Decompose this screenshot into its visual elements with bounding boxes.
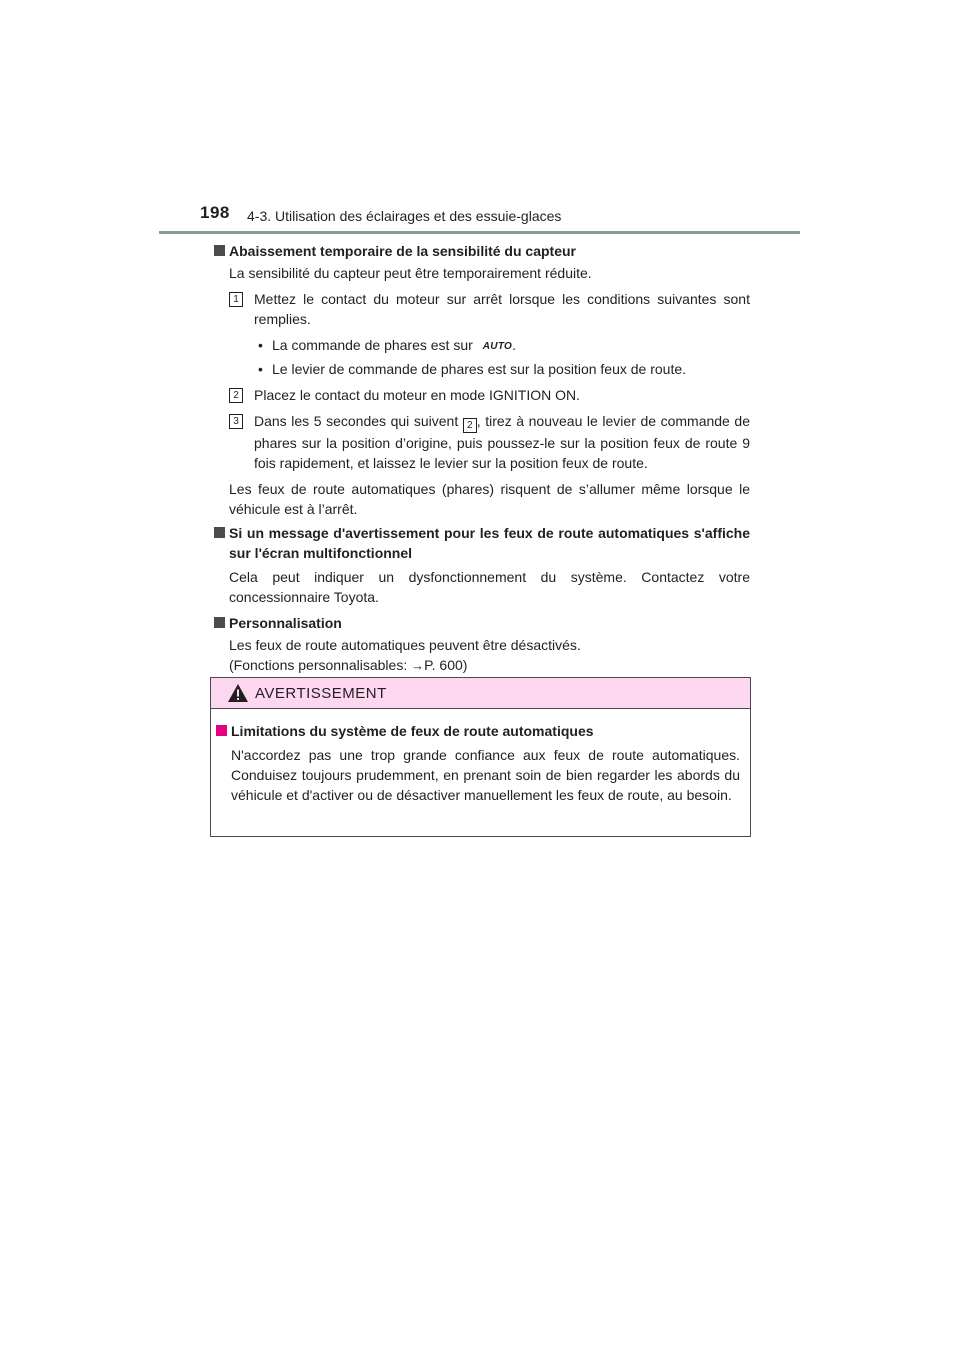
- header-rule: [159, 231, 800, 234]
- warning-box: [210, 677, 751, 837]
- warning-triangle-icon: [228, 684, 248, 702]
- arrow-right-icon: →: [411, 658, 425, 673]
- warning-text: N'accordez pas une trop grande confiance aux feux de route automatiques. Conduisez toujours prudemment, en prenant soin de bien regarder les abords du véhicule et d'activer ou de désactiver manuellement les feux de route, au besoin.: [231, 747, 740, 803]
- bullet-dot-icon: •: [258, 337, 263, 353]
- heading-warning-message: Si un message d'avertissement pour les feux de route automatiques s'affiche sur l'écran multifonctionnel: [214, 523, 750, 563]
- bullet-dot-icon: •: [258, 361, 263, 377]
- sensitivity-note: Les feux de route automatiques (phares) risquent de s’allumer même lorsque le véhicule est à l’arrêt.: [229, 481, 750, 517]
- square-bullet-icon: [216, 725, 227, 736]
- step-number-box: 3: [229, 414, 243, 429]
- square-bullet-icon: [214, 527, 225, 538]
- sensitivity-intro: La sensibilité du capteur peut être temporairement réduite.: [229, 265, 592, 281]
- step-reference-box: 2: [463, 418, 477, 433]
- warning-heading: Limitations du système de feux de route automatiques: [216, 721, 740, 741]
- step-1-text: Mettez le contact du moteur sur arrêt lorsque les conditions suivantes sont remplies.: [254, 291, 750, 327]
- auto-switch-icon: AUTO: [482, 341, 513, 352]
- conditions-list: [214, 335, 750, 379]
- warning-message-text: Cela peut indiquer un dysfonctionnement du système. Contactez votre concessionnaire Toyota.: [229, 569, 750, 605]
- section-title: 4-3. Utilisation des éclairages et des essuie-glaces: [247, 208, 562, 224]
- square-bullet-icon: [214, 617, 225, 628]
- step-2: [214, 385, 750, 405]
- list-item: • La commande de phares est sur AUTO.: [258, 335, 750, 357]
- main-content: [214, 241, 750, 676]
- warning-body: [211, 709, 750, 805]
- square-bullet-icon: [214, 245, 225, 256]
- customization-reference: (Fonctions personnalisables: →P. 600): [229, 657, 468, 673]
- step-number-box: 2: [229, 388, 243, 403]
- warning-title: AVERTISSEMENT: [255, 685, 387, 702]
- list-item: • Le levier de commande de phares est sur la position feux de route.: [258, 361, 687, 377]
- heading-sensitivity: Abaissement temporaire de la sensibilité du capteur: [214, 241, 750, 261]
- step-number-box: 1: [229, 292, 243, 307]
- warning-header: [211, 678, 750, 709]
- customization-text: Les feux de route automatiques peuvent être désactivés.: [229, 637, 581, 653]
- page-number: 198: [200, 203, 230, 222]
- step-2-text: Placez le contact du moteur en mode IGNITION ON.: [254, 387, 581, 403]
- step-1: [214, 289, 750, 329]
- step-3: 3 Dans les 5 secondes qui suivent 2 , tirez à nouveau le levier de commande de phares sur la position d’origine, puis poussez-le sur la position feux de route 9 fois rapidement, et laissez le levier sur la position feux de route.: [214, 411, 750, 473]
- heading-customization: Personnalisation: [214, 613, 750, 633]
